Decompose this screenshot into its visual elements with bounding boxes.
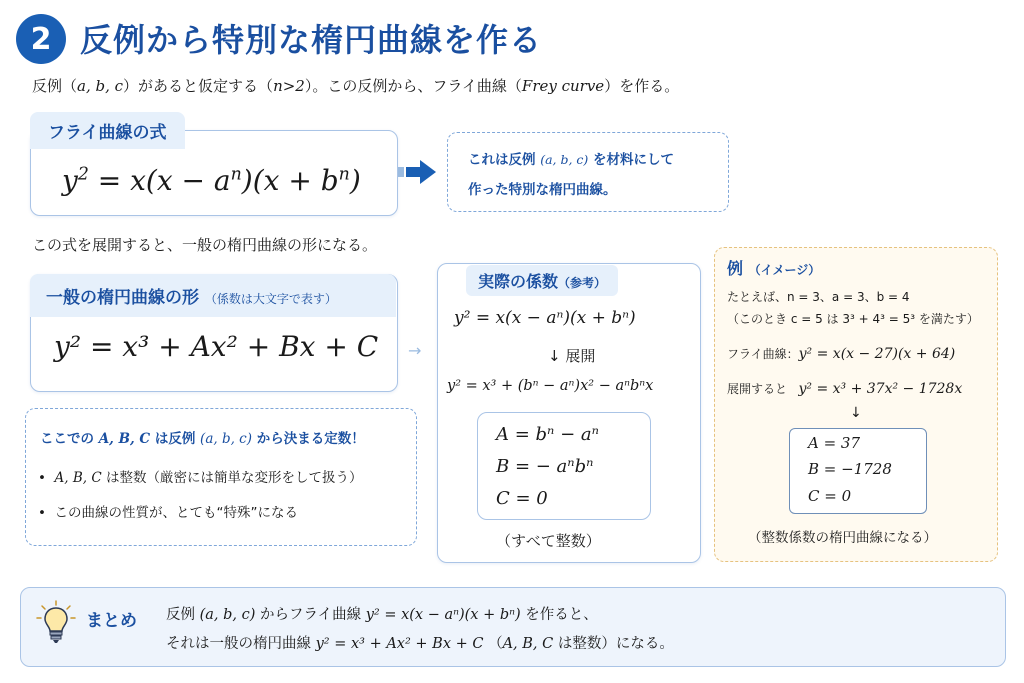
actual-coefficients-footer: （すべて整数） <box>496 532 601 550</box>
example-line-4 <box>727 380 962 397</box>
summary-math: y² = x(x − aⁿ)(x + bⁿ) <box>365 607 521 623</box>
small-right-arrow-icon: → <box>408 341 422 360</box>
summary-math: A, B, C <box>502 636 554 652</box>
general-form-heading <box>30 274 396 317</box>
actual-coefficients-heading <box>466 265 618 296</box>
bullet-text: この曲線の性質が、とても“特殊”になる <box>54 505 299 521</box>
coef-title-text: ここでの <box>40 431 94 447</box>
expand-text: この式を展開すると、一般の楕円曲線の形になる。 <box>32 236 378 254</box>
eq-part: y <box>62 164 78 197</box>
actual-equation-expanded: y² = x³ + (bⁿ − aⁿ)x² − aⁿbⁿx <box>447 378 654 394</box>
general-form-heading-text: 一般の楕円曲線の形 <box>46 288 199 308</box>
example-footer: （整数係数の楕円曲線になる） <box>748 530 937 546</box>
eq-part: ) <box>349 164 361 197</box>
note-math: (a, b, c) <box>540 152 589 167</box>
example-heading <box>727 256 820 279</box>
coef-title-math: (a, b, c) <box>200 431 252 447</box>
coef-title-text: から決まる定数！ <box>256 431 365 447</box>
expand-arrow-label: ↓ 展開 <box>548 347 596 365</box>
bullet-text: は整数（厳密には簡単な変形をして扱う） <box>106 470 363 486</box>
intro-frey-curve: Frey curve <box>521 77 605 95</box>
example-line-2: （このとき c = 5 は 3³ + 4³ = 5³ を満たす） <box>727 312 979 326</box>
intro-text-part: 反例（ <box>32 77 78 95</box>
actual-heading-text: 実際の係数 <box>478 272 559 291</box>
coefficient-bullet-1 <box>38 466 363 486</box>
general-form-heading-sub: （係数は大文字で表す） <box>204 292 337 306</box>
intro-text-part: ）。この反例から、フライ曲線（ <box>304 77 522 95</box>
general-form-equation: y² = x³ + Ax² + Bx + C <box>54 330 379 363</box>
actual-heading-sub: （参考） <box>558 276 607 290</box>
actual-coefficient-b: B = − aⁿbⁿ <box>496 456 594 477</box>
example-heading-text: 例 <box>727 259 744 278</box>
example-line-3 <box>727 345 955 362</box>
right-arrow-icon <box>398 158 438 190</box>
summary-math: (a, b, c) <box>199 607 256 623</box>
frey-note-box <box>447 132 729 212</box>
intro-math-abc: a, b, c <box>77 77 124 95</box>
example-label: フライ曲線： <box>727 347 799 361</box>
coef-title-text: は反例 <box>154 431 196 447</box>
down-arrow-icon: ↓ <box>850 405 862 421</box>
example-coefficient-a: A = 37 <box>808 434 861 452</box>
summary-text: からフライ曲線 <box>260 607 362 623</box>
example-heading-sub: （イメージ） <box>748 263 821 277</box>
summary-text: 反例 <box>166 607 195 623</box>
frey-note-line1 <box>468 148 674 168</box>
bullet-dot-icon: • <box>38 470 55 486</box>
bullet-dot-icon: • <box>38 505 55 521</box>
eq-part: = x(x − a <box>88 164 231 197</box>
example-coefficient-b: B = −1728 <box>808 460 892 478</box>
note-text: を材料にして <box>593 152 675 168</box>
summary-text: は整数）になる。 <box>557 636 674 652</box>
example-label: 展開すると <box>727 382 788 396</box>
summary-text: （ <box>488 636 503 652</box>
frey-note-line2: 作った特別な楕円曲線。 <box>468 182 617 198</box>
coefficient-note-title <box>40 427 365 447</box>
summary-line-1 <box>166 603 598 624</box>
intro-text-part: ）を作る。 <box>604 77 680 95</box>
intro-math-n: n>2 <box>273 77 305 95</box>
summary-box <box>20 587 1006 667</box>
summary-label: まとめ <box>86 611 137 631</box>
eq-part: )(x + b <box>241 164 339 197</box>
page-title: 反例から特別な楕円曲線を作る <box>80 21 543 59</box>
example-equation: y² = x(x − 27)(x + 64) <box>798 346 956 362</box>
coef-title-math: A, B, C <box>98 431 151 447</box>
summary-text: を作ると、 <box>525 607 598 623</box>
actual-coefficient-a: A = bⁿ − aⁿ <box>496 424 599 445</box>
lightbulb-icon <box>36 600 76 644</box>
example-equation: y² = x³ + 37x² − 1728x <box>798 381 963 397</box>
example-line-1: たとえば、n = 3、a = 3、b = 4 <box>727 290 910 304</box>
actual-equation-factored: y² = x(x − aⁿ)(x + bⁿ) <box>454 308 636 328</box>
coefficient-bullet-2 <box>38 501 298 521</box>
frey-curve-heading: フライ曲線の式 <box>30 112 185 149</box>
summary-math: y² = x³ + Ax² + Bx + C <box>315 636 484 652</box>
note-text: これは反例 <box>468 152 536 168</box>
frey-curve-equation: $y^2 = x(x - a^n)(x + b^n)$ <box>62 164 361 197</box>
actual-coefficient-c: C = 0 <box>496 488 548 509</box>
step-number-badge: 2 <box>16 14 66 64</box>
bullet-math: A, B, C <box>54 470 102 486</box>
intro-text <box>32 75 679 96</box>
example-coefficient-c: C = 0 <box>808 487 852 505</box>
summary-text: それは一般の楕円曲線 <box>166 636 311 652</box>
intro-text-part: ）があると仮定する（ <box>123 77 274 95</box>
summary-line-2 <box>166 632 674 653</box>
